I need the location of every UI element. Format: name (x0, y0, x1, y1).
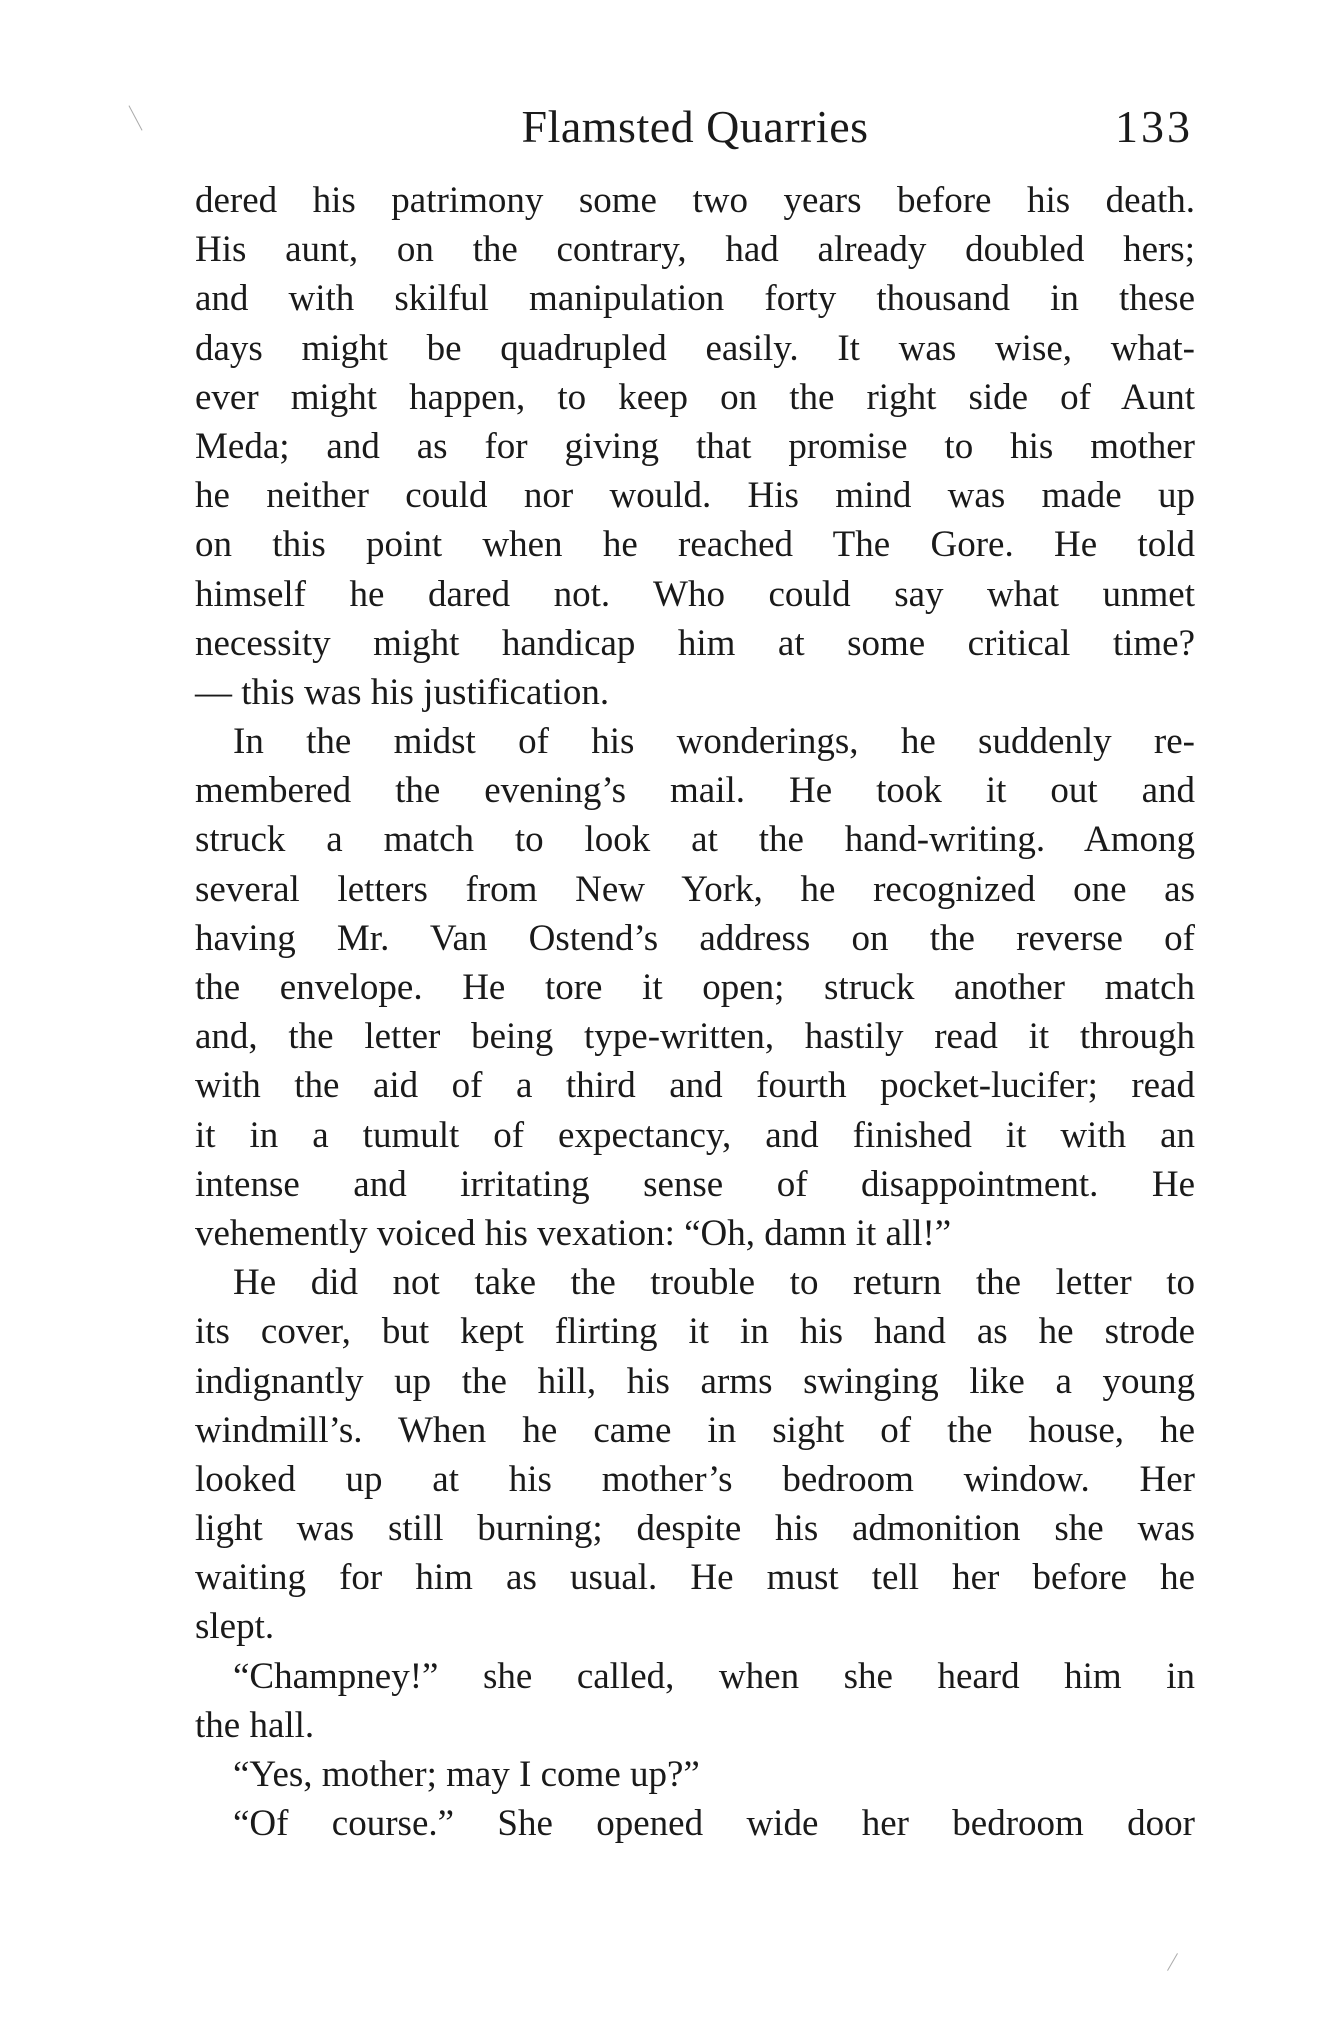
text-line: light was still burning; despite his admonition she was (195, 1508, 1195, 1550)
text-line: He did not take the trouble to return the letter to (233, 1262, 1195, 1304)
text-line: on this point when he reached The Gore. He told (195, 524, 1195, 566)
text-line: membered the evening’s mail. He took it out and (195, 770, 1195, 812)
text-line: ever might happen, to keep on the right side of Aunt (195, 376, 1195, 418)
text-line: slept. (195, 1606, 275, 1648)
text-line: dered his patrimony some two years before his death. (195, 180, 1195, 221)
running-title: Flamsted Quarries (521, 101, 869, 152)
text-line: several letters from New York, he recognized one as (195, 868, 1195, 910)
text-line: intense and irritating sense of disappointment. He (195, 1163, 1195, 1205)
text-line: “Of course.” She opened wide her bedroom door (233, 1803, 1195, 1845)
text-line: and, the letter being type-written, hastily read it through (195, 1016, 1195, 1058)
text-line: its cover, but kept flirting it in his hand as he strode (195, 1311, 1195, 1353)
text-line: looked up at his mother’s bedroom window. Her (195, 1458, 1195, 1500)
text-line: and with skilful manipulation forty thousand in these (195, 278, 1195, 320)
scan-mark (128, 105, 142, 130)
page-number: 133 (1115, 101, 1193, 152)
text-line: having Mr. Van Ostend’s address on the reverse of (195, 917, 1195, 959)
text-line: vehemently voiced his vexation: “Oh, damn it all!” (195, 1212, 952, 1254)
text-line: days might be quadrupled easily. It was wise, what- (195, 327, 1195, 369)
text-line: himself he dared not. Who could say what unmet (195, 573, 1195, 615)
text-line: — this was his justification. (195, 671, 610, 713)
text-line: Meda; and as for giving that promise to his mother (195, 425, 1195, 467)
scan-mark (1167, 1953, 1178, 1971)
text-line: he neither could nor would. His mind was made up (195, 475, 1195, 517)
text-line: “Yes, mother; may I come up?” (233, 1754, 700, 1795)
text-line: struck a match to look at the hand-writing. Among (195, 819, 1195, 861)
text-line: necessity might handicap him at some critical time? (195, 622, 1195, 664)
text-line: with the aid of a third and fourth pocket-lucifer; read (195, 1065, 1195, 1107)
text-line: indignantly up the hill, his arms swinging like a young (195, 1360, 1195, 1402)
text-line: the hall. (195, 1704, 315, 1746)
text-line: His aunt, on the contrary, had already doubled hers; (195, 229, 1195, 271)
running-head (195, 92, 1195, 162)
text-line: windmill’s. When he came in sight of the house, he (195, 1409, 1195, 1451)
text-line: the envelope. He tore it open; struck another match (195, 967, 1195, 1008)
text-line: waiting for him as usual. He must tell her before he (195, 1557, 1195, 1599)
text-line: In the midst of his wonderings, he suddenly re- (233, 721, 1195, 763)
text-line: it in a tumult of expectancy, and finished it with an (195, 1114, 1195, 1156)
text-line: “Champney!” she called, when she heard him in (233, 1655, 1195, 1697)
body-text (195, 176, 1195, 1848)
